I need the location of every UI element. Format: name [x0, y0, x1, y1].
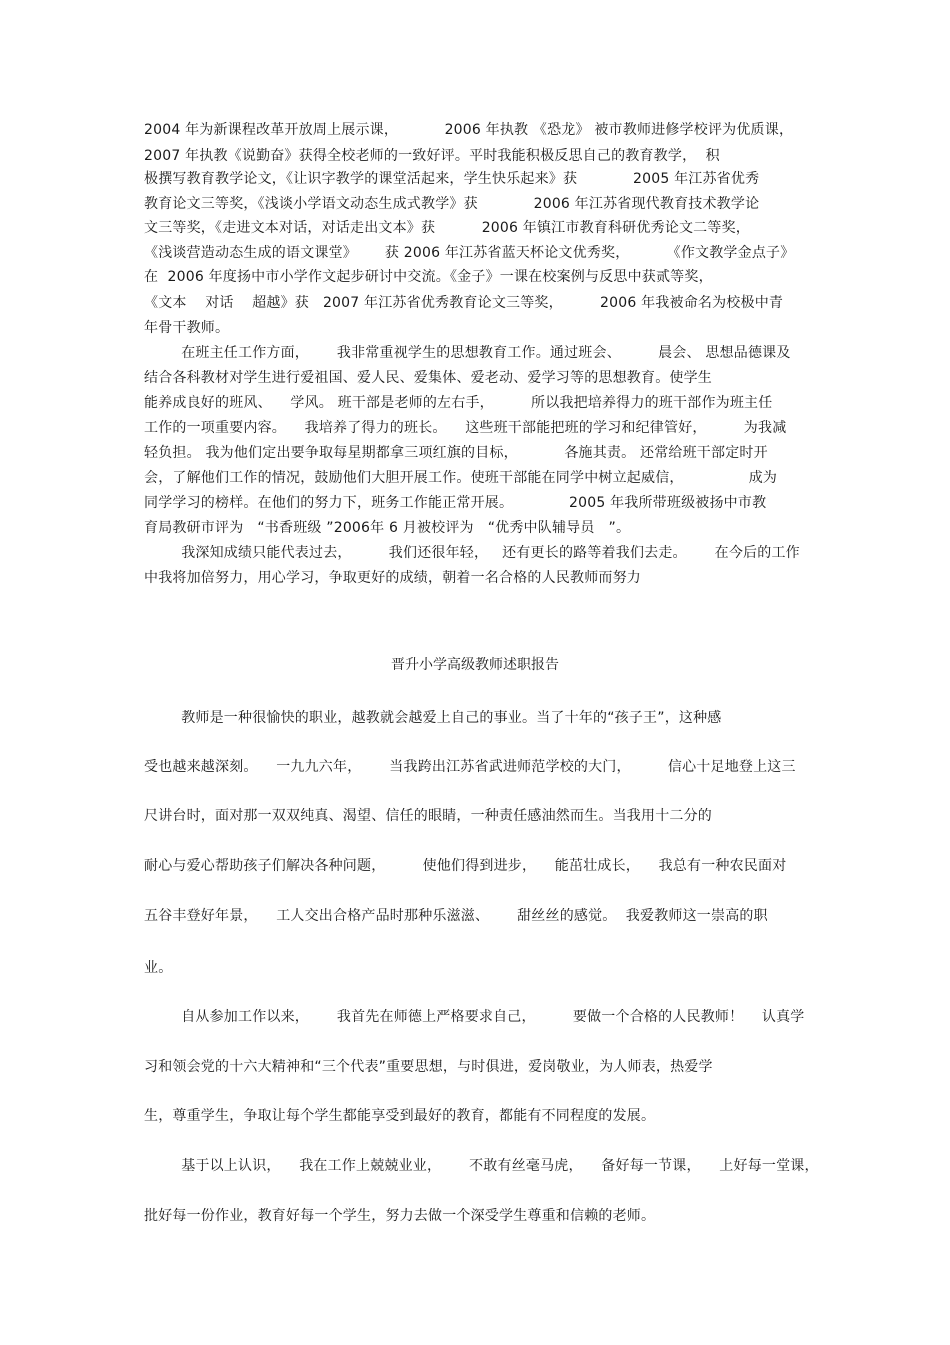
paragraph-line: 教师是一种很愉快的职业，越教就会越爱上自己的事业。当了十年的“孩子王”，这种感 [144, 710, 722, 726]
paragraph-line: 结合各科教材对学生进行爱祖国、爱人民、爱集体、爱老动、爱学习等的思想教育。使学生 [144, 370, 712, 386]
paragraph-line: 文三等奖，《走进文本对话，对话走出文本》获 2006 年镇江市教育科研优秀论文二等奖， [144, 220, 750, 236]
paragraph-line: 同学学习的榜样。在他们的努力下，班务工作能正常开展。 2005 年我所带班级被扬中市教 [144, 495, 767, 511]
paragraph-line: 受也越来越深刻。 一九九六年， 当我跨出江苏省武进师范学校的大门， 信心十足地登上这三 [144, 759, 796, 775]
paragraph-line: 《浅谈营造动态生成的语文课堂》 获 2006 年江苏省蓝天杯论文优秀奖， 《作文教学金点子》 [144, 245, 795, 261]
paragraph-line: 生，尊重学生，争取让每个学生都能享受到最好的教育，都能有不同程度的发展。 [144, 1108, 656, 1124]
paragraph-line: 习和领会党的十六大精神和“三个代表”重要思想，与时俱进，爱岗敬业，为人师表，热爱学 [144, 1059, 713, 1075]
paragraph-line: 极撰写教育教学论文，《让识字教学的课堂活起来，学生快乐起来》获 2005 年江苏省优秀 [144, 171, 760, 187]
paragraph-line: 《文本 对话 超越》获 2007 年江苏省优秀教育论文三等奖， 2006 年我被命名为校极中青 [144, 295, 784, 311]
paragraph-line: 年骨干教师。 [144, 320, 230, 336]
paragraph-line: 五谷丰登好年景， 工人交出合格产品时那种乐滋滋、 甜丝丝的感觉。 我爱教师这一崇高的职 [144, 908, 768, 924]
paragraph-line: 育局教研市评为 “书香班级 ”2006年 6 月被校评为 “优秀中队辅导员 ”。 [144, 520, 631, 536]
paragraph-line: 轻负担。 我为他们定出要争取每星期都拿三项红旗的目标， 各施其责。 还常给班干部定时开 [144, 445, 768, 461]
report-title: 晋升小学高级教师述职报告 [391, 657, 559, 673]
paragraph-line: 能养成良好的班风、 学风。 班干部是老师的左右手， 所以我把培养得力的班干部作为班主任 [144, 395, 773, 411]
paragraph-line: 耐心与爱心帮助孩子们解决各种问题， 使他们得到进步， 能茁壮成长， 我总有一种农民面对 [144, 858, 787, 874]
paragraph-line: 会，了解他们工作的情况，鼓励他们大胆开展工作。使班干部能在同学中树立起威信， 成为 [144, 470, 778, 486]
paragraph-line: 我深知成绩只能代表过去， 我们还很年轻， 还有更长的路等着我们去走。 在今后的工作 [144, 545, 800, 561]
paragraph-line: 在班主任工作方面， 我非常重视学生的思想教育工作。通过班会、 晨会、 思想品德课及 [144, 345, 791, 361]
paragraph-line: 业。 [144, 960, 173, 976]
paragraph-line: 在 2006 年度扬中市小学作文起步研讨中交流。《金子》一课在校案例与反思中获贰等奖， [144, 269, 713, 285]
paragraph-line: 2007 年执教《说勤奋》获得全校老师的一致好评。平时我能积极反思自己的教育教学， 积 [144, 148, 720, 164]
paragraph-line: 基于以上认识， 我在工作上兢兢业业， 不敢有丝毫马虎， 备好每一节课， 上好每一堂课， [144, 1158, 819, 1174]
paragraph-line: 批好每一份作业，教育好每一个学生，努力去做一个深受学生尊重和信赖的老师。 [144, 1208, 656, 1224]
paragraph-line: 中我将加倍努力，用心学习，争取更好的成绩，朝着一名合格的人民教师而努力 [144, 570, 641, 586]
paragraph-line: 尺讲台时，面对那一双双纯真、渴望、信任的眼睛，一种责任感油然而生。当我用十二分的 [144, 808, 712, 824]
paragraph-line: 教育论文三等奖，《浅谈小学语文动态生成式教学》获 2006 年江苏省现代教育技术教学论 [144, 196, 760, 212]
paragraph-line: 工作的一项重要内容。 我培养了得力的班长。 这些班干部能把班的学习和纪律管好， 为我减 [144, 420, 787, 436]
paragraph-line: 2004 年为新课程改革开放周上展示课， 2006 年执教 《恐龙》 被市教师进修学校评为优质课， [144, 122, 794, 138]
paragraph-line: 自从参加工作以来， 我首先在师德上严格要求自己， 要做一个合格的人民教师！ 认真学 [144, 1009, 805, 1025]
